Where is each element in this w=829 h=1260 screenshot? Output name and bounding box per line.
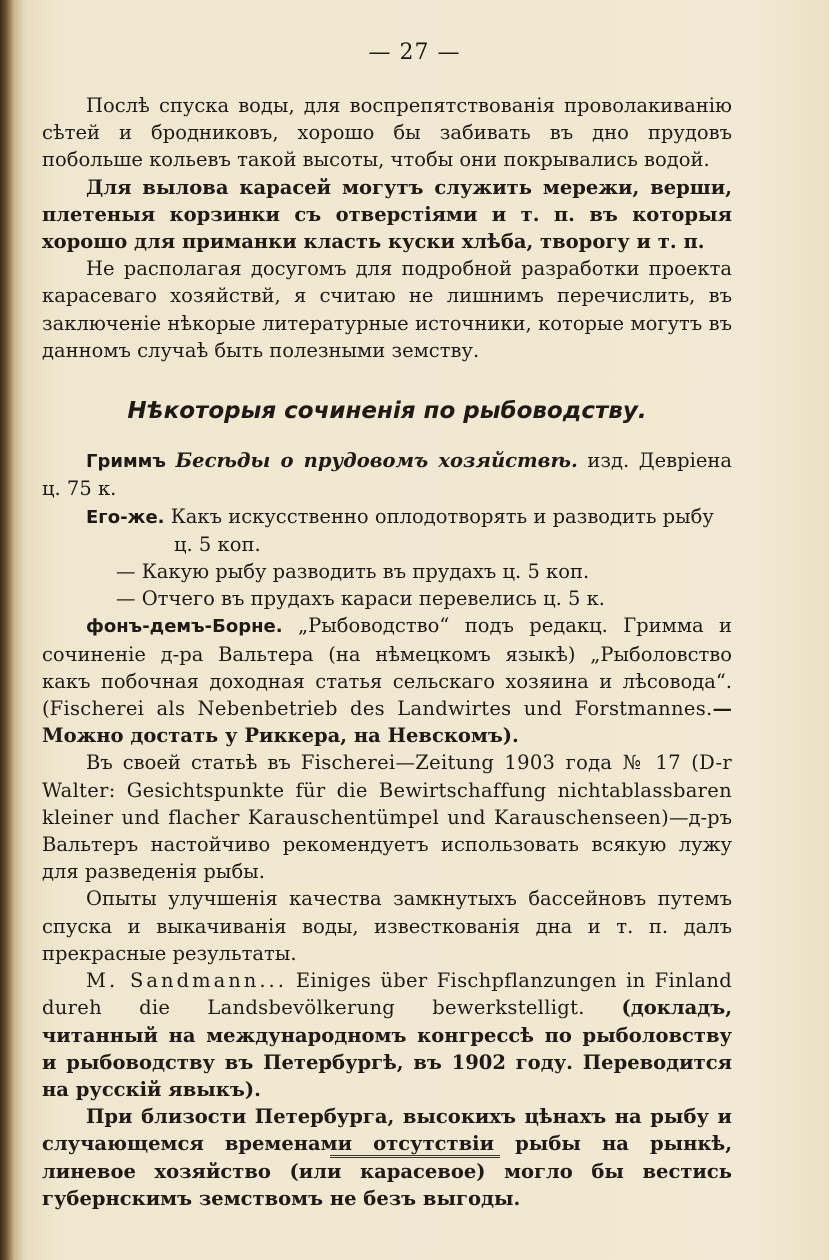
intro-paragraph-2: Для вылова карасей могутъ служить мережи, верши, плетеныя корзинки съ отверстіями и т. п. въ которыя хорошо для приманки класть куски хлѣба, творогу и т. п. — [42, 175, 732, 254]
bib-title: Бесѣды о прудовомъ хозяйствѣ. — [175, 449, 578, 473]
bib-latin-title: Fischerei als Nebenbetrieb des Landwirtes und Forstmannes. — [49, 697, 713, 721]
bib-text: „Рыбоводство“ подъ редакц. Гримма и сочиненіе д-ра Вальтера (на нѣмецкомъ языкѣ) „Рыболовство какъ побочная доходная статья сельскаго хозяина и лѣсовода“. ( — [42, 614, 733, 721]
bib-entry-7: Опыты улучшенія качества замкнутыхъ бассейновъ путемъ спуска и выкачиванія воды, известкованія дна и т. п. далъ прекрасные результаты. — [42, 887, 732, 965]
bib-author: фонъ-демъ-Борне. — [86, 616, 283, 638]
section-heading: Нѣкоторыя сочиненія по рыбоводству. — [127, 398, 647, 425]
bib-latin-title: Einiges über Fischpflanzungen in Finland dureh die Landsbevölkerung bewerkstelligt. — [42, 969, 732, 1020]
bib-text: изд. Девріена ц. 75 к. — [42, 449, 732, 501]
page-content — [42, 92, 732, 1212]
intro-paragraph-1: Послѣ спуска воды, для воспрепятствованія проволакиванію сѣтей и бродниковъ, хорошо бы забивать въ дно прудовъ побольше кольевъ такой высоты, чтобы они покрывались водой. — [42, 94, 732, 172]
bib-entry-2 — [42, 503, 732, 531]
bib-entry-8 — [42, 967, 732, 1103]
bib-text: Въ своей статьѣ въ — [86, 751, 301, 775]
bib-entry-2-cont: ц. 5 коп. — [174, 532, 261, 556]
bib-entry-4: — Отчего въ прудахъ караси перевелись ц. 5 к. — [116, 587, 605, 611]
bib-latin-title: Fischerei—Zeitung 1903 года № 17 (D-r Walter: Gesichtspunkte für die Bewirtschaffung nichtablassbaren kleiner und flacher Karauschentümpel und Karauschenseen) — [42, 751, 732, 829]
bib-entry-3: — Какую рыбу разводить въ прудахъ ц. 5 коп. — [116, 560, 590, 584]
bib-text: Какъ искусственно оплодотворять и разводить рыбу — [170, 504, 714, 528]
bib-text: —д-ръ Вальтеръ настойчиво рекомендуетъ использовать всякую лужу для разведенія рыбы. — [42, 805, 732, 884]
page-number: — 27 — — [368, 40, 461, 65]
intro-paragraph-3: Не располагая досугомъ для подробной разработки проекта карасеваго хозяйствй, я считаю не лишнимъ перечислить, въ заключеніе нѣкорые литературные источники, которые могутъ въ данномъ случаѣ быть полезными земству. — [42, 257, 732, 362]
bib-text: (докладъ, читанный на международномъ конгрессѣ по рыболовству и рыбоводству въ Петербургѣ, въ 1902 году. Переводится на русскій явыкъ). — [42, 996, 732, 1101]
bib-text: —Можно достать у Риккера, на Невскомъ). — [42, 697, 732, 748]
bib-author: Его-же. — [86, 506, 165, 528]
closing-paragraph: При близости Петербурга, высокихъ цѣнахъ на рыбу и случающемся временами отсутствіи рыбы на рынкѣ, линевое хозяйство (или карасевое) могло бы вестись губернскимъ земствомъ не безъ выгоды. — [42, 1105, 732, 1210]
bib-author: Гриммъ — [86, 451, 166, 473]
bib-entry-6 — [42, 749, 732, 885]
bib-entry-1 — [42, 447, 732, 502]
bib-author: M. Sandmann... — [86, 969, 287, 993]
closing-rule — [330, 1155, 500, 1158]
bib-entry-5 — [42, 612, 732, 749]
bibliography — [42, 447, 732, 1212]
